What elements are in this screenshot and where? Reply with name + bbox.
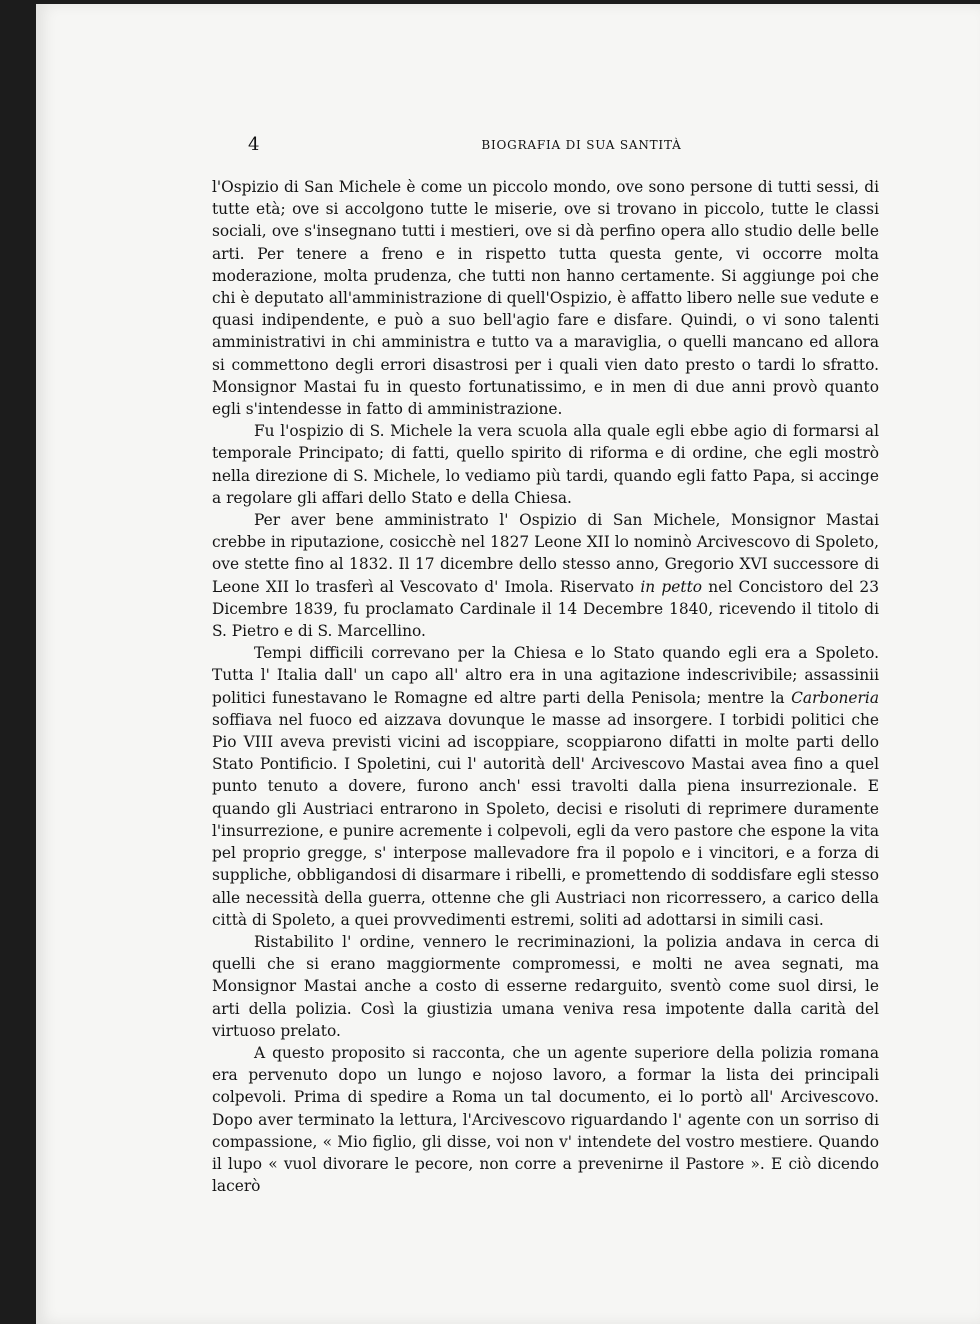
paragraph-6: A questo proposito si racconta, che un agente superiore della polizia romana era pervenuto dopo un lungo e nojoso lavoro, a formar la lista dei principali colpevoli. Prima di spedire a Roma un tal documento, ei lo portò all' Arcivescovo. Dopo aver terminato la lettura, l'Arcivescovo riguardando l' agente con un sorriso di compassione, « Mio figlio, gli disse, voi non v' intendete del vostro mestiere. Quando il lupo « vuol divorare le pecore, non corre a prevenirne il Pastore ». E ciò dicendo lacerò <box>212 1043 879 1196</box>
paragraph-1: l'Ospizio di San Michele è come un piccolo mondo, ove sono persone di tutti sessi, di tutte età; ove si accolgono tutte le miserie, ove si trovano in piccolo, tutte le classi sociali, ove s'insegnano tutti i mestieri, ove si dà perfino opera allo studio delle belle arti. Per tenere a freno e in rispetto tutta questa gente, vi occorre molta moderazione, molta prudenza, che tutti non hanno certamente. Si aggiunge poi che chi è deputato all'amministrazione di quell'Ospizio, è affatto libero nelle sue vedute e quasi indipendente, e può a suo bell'agio fare e disfare. Quindi, o vi sono talenti amministrativi in chi amministra e tutto va a maraviglia, o quelli mancano ed allora si commettono degli errori disastrosi per i quali vien dato presto o tardi lo sfratto. Monsignor Mastai fu in questo fortunatissimo, e in men di due anni provò quanto egli s'intendesse in fatto di amministrazione. <box>212 178 879 419</box>
paragraph-3-italic: in petto <box>640 577 703 596</box>
paragraph-2: Fu l'ospizio di S. Michele la vera scuola alla quale egli ebbe agio di formarsi al temporale Principato; di fatti, quello spirito di riforma e di ordine, che egli mostrò nella direzione di S. Michele, lo vediamo più tardi, quando egli fatto Papa, si accinge a regolare gli affari dello Stato e della Chiesa. <box>212 422 879 507</box>
paragraph-3-text-a: Per aver bene amministrato l' Ospizio di San Michele, Monsignor Mastai crebbe in riputazione, cosicchè nel 1827 Leone XII lo nominò Arcivescovo di Spoleto, ove stette fino al 1832. Il 17 dicembre dello stesso anno, Gregorio XVI successore di Leone XII lo trasferì al Vescovato d' Imola. Riservato <box>212 511 879 596</box>
body-text <box>212 176 879 1197</box>
page-header <box>248 134 915 158</box>
paragraph-4-text-b: soffiava nel fuoco ed aizzava dovunque le masse ad insorgere. I torbidi politici che Pio VIII aveva previsti vicini ad iscoppiare, scoppiarono difatti in molte parti dello Stato Pontificio. I Spoletini, cui l' autorità dell' Arcivescovo Mastai avea fino a quel punto tenuto a dovere, furono anch' essi travolti dalla piena insurrezionale. E quando gli Austriaci entrarono in Spoleto, decisi e risoluti di reprimere duramente l'insurrezione, e punire acremente i colpevoli, egli da vero pastore che espone la vita pel proprio gregge, s' interpose mallevadore fra il popolo e i vincitori, e a forza di suppliche, obbligandosi di disarmare i ribelli, e promettendo di soddisfare egli stesso alle necessità della guerra, ottenne che gli Austriaci non ricorressero, a carico della città di Spoleto, a quei provvedimenti estremi, soliti ad adottarsi in simili casi. <box>212 710 879 929</box>
paragraph-4 <box>212 642 879 931</box>
paragraph-5: Ristabilito l' ordine, vennero le recriminazioni, la polizia andava in cerca di quelli che si erano maggiormente compromessi, e molti ne avea segnati, ma Monsignor Mastai anche a costo di esserne redarguito, sventò come suol dirsi, le arti della polizia. Così la giustizia umana veniva resa impotente dalla carità del virtuoso prelato. <box>212 932 879 1040</box>
paragraph-3-text-b: nel Concistoro del 23 Dicembre 1839, fu proclamato Cardinale il 14 Decembre 1840, ricevendo il titolo di S. Pietro e di S. Marcellino. <box>212 577 880 641</box>
page-number: 4 <box>248 134 260 155</box>
paragraph-3 <box>212 509 879 642</box>
paragraph-4-text-a: Tempi difficili correvano per la Chiesa e lo Stato quando egli era a Spoleto. Tutta l' Italia dall' un capo all' altro era in una agitazione indescrivibile; assassinii politici funestavano le Romagne ed altre parti della Penisola; mentre la <box>212 644 879 707</box>
paragraph-4-italic: Carboneria <box>791 688 879 707</box>
running-title: BIOGRAFIA DI SUA SANTITÀ <box>481 138 682 152</box>
